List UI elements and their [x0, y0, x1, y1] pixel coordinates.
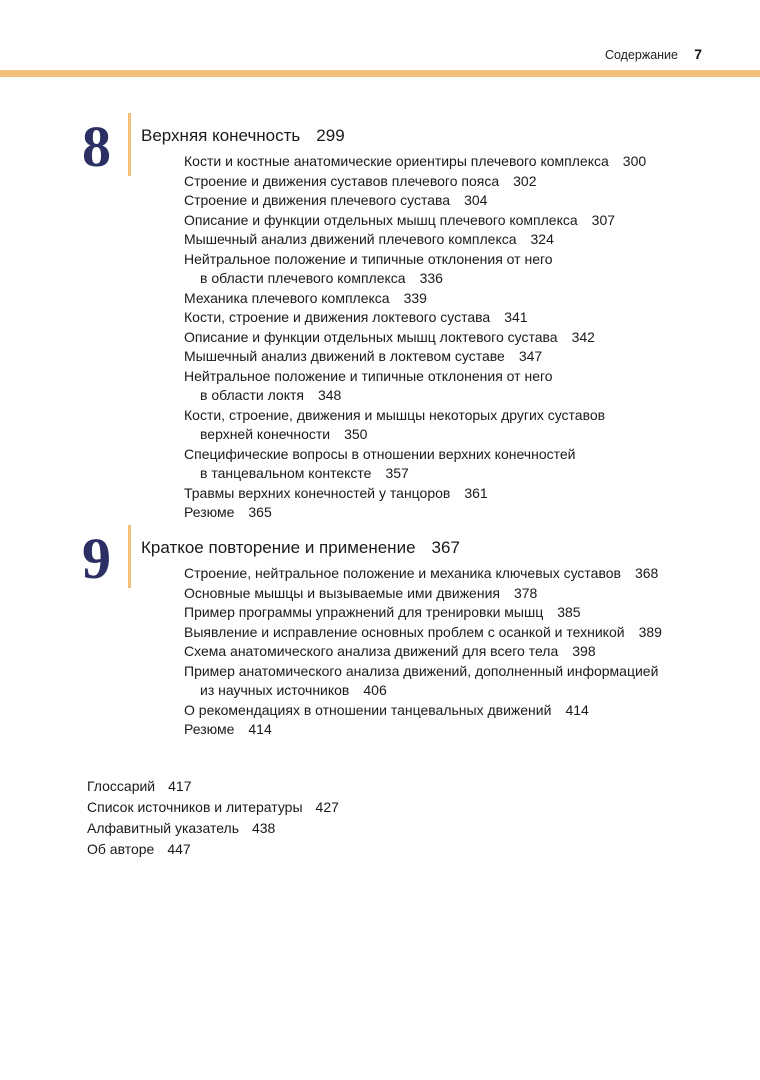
toc-entry-title: Выявление и исправление основных проблем с осанкой и техникой: [184, 623, 625, 640]
toc-entry[interactable]: [184, 230, 646, 250]
toc-entry-page-number: 300: [622, 153, 647, 169]
toc-entry-page-number: 398: [572, 643, 596, 659]
toc-entry-title: Нейтральное положение и типичные отклонения от него: [184, 250, 553, 267]
toc-entry-title: в области плечевого комплекса: [200, 270, 406, 286]
toc-entry-title: Описание и функции отдельных мышц локтевого сустава: [184, 328, 558, 345]
toc-entry-page-number: 414: [565, 701, 589, 718]
toc-entry-last-line: [184, 386, 646, 406]
toc-entry-page-number: 365: [248, 504, 272, 520]
back-matter-entry[interactable]: [87, 839, 339, 860]
toc-entry-page-number: 361: [464, 484, 488, 501]
toc-entry-title: Механика плечевого комплекса: [184, 289, 390, 306]
toc-entry-title: Мышечный анализ движений плечевого комплекса: [184, 231, 517, 247]
toc-entry-title: в танцевальном контексте: [200, 465, 372, 481]
toc-entry-page-number: 414: [248, 721, 272, 737]
toc-entry-title: верхней конечности: [200, 426, 331, 442]
toc-entry-page-number: 302: [513, 172, 537, 189]
toc-entry[interactable]: [184, 503, 646, 523]
back-matter-entry[interactable]: [87, 818, 339, 839]
toc-entry-last-line: [184, 464, 646, 484]
toc-entry-page-number: 324: [530, 231, 554, 247]
chapter-accent-bar: [128, 113, 131, 176]
toc-entry-title: Кости, строение, движения и мышцы некоторых других суставов: [184, 406, 606, 423]
toc-entry-page-number: 348: [317, 387, 342, 403]
toc-entry[interactable]: [184, 328, 646, 348]
toc-entry[interactable]: [184, 623, 662, 643]
chapter-9-entries: [184, 564, 662, 740]
back-matter-entry[interactable]: [87, 797, 339, 818]
running-head-title: Содержание: [604, 48, 678, 62]
toc-entry-title: Травмы верхних конечностей у танцоров: [184, 484, 451, 501]
toc-entry-last-line: [184, 269, 646, 289]
toc-entry-title: Строение и движения плечевого сустава: [184, 192, 451, 208]
toc-entry-title: Пример программы упражнений для тренировки мышц: [184, 604, 544, 620]
toc-entry-last-line: [184, 681, 662, 701]
toc-entry-title: Схема анатомического анализа движений для всего тела: [184, 643, 559, 659]
back-matter-page-number: 417: [168, 778, 192, 794]
toc-entry[interactable]: [184, 250, 646, 289]
toc-entry[interactable]: [184, 720, 662, 740]
chapter-page-number: 367: [431, 538, 460, 557]
toc-entry[interactable]: [184, 484, 646, 504]
toc-entry[interactable]: [184, 308, 646, 328]
toc-entry[interactable]: [184, 367, 646, 406]
running-head-page-number: 7: [694, 46, 702, 62]
toc-entry[interactable]: [184, 347, 646, 367]
back-matter-title: Список источников и литературы: [87, 799, 303, 815]
chapter-8-entries: [184, 152, 646, 523]
toc-entry-title: Основные мышцы и вызываемые ими движения: [184, 584, 500, 601]
toc-entry-title: Резюме: [184, 504, 235, 520]
chapter-title-text: Верхняя конечность: [141, 126, 301, 145]
back-matter-page-number: 427: [315, 799, 339, 815]
chapter-title-text: Краткое повторение и применение: [141, 538, 416, 557]
toc-entry-title: О рекомендациях в отношении танцевальных движений: [184, 701, 552, 718]
toc-entry-title: Кости, строение и движения локтевого сустава: [184, 309, 491, 325]
toc-entry-page-number: 385: [557, 604, 581, 620]
toc-entry-page-number: 368: [634, 565, 659, 581]
toc-entry-title: Резюме: [184, 721, 235, 737]
toc-entry[interactable]: [184, 211, 646, 231]
toc-entry[interactable]: [184, 191, 646, 211]
page-header: [0, 0, 760, 80]
toc-entry[interactable]: [184, 289, 646, 309]
toc-entry-title: Строение, нейтральное положение и механика ключевых суставов: [184, 565, 621, 581]
back-matter-entry[interactable]: [87, 776, 339, 797]
toc-entry[interactable]: [184, 642, 662, 662]
back-matter-page-number: 438: [251, 820, 276, 836]
toc-entry[interactable]: [184, 564, 662, 584]
back-matter-title: Глоссарий: [87, 778, 156, 794]
back-matter-title: Алфавитный указатель: [87, 820, 239, 836]
toc-entry-page-number: 357: [385, 465, 409, 481]
toc-entry-page-number: 378: [513, 584, 538, 601]
toc-entry[interactable]: [184, 406, 646, 445]
toc-entry-page-number: 406: [363, 682, 387, 698]
toc-entry[interactable]: [184, 445, 646, 484]
toc-entry-title: Описание и функции отдельных мышц плечевого комплекса: [184, 211, 578, 228]
toc-entry-page-number: 304: [464, 192, 488, 208]
toc-entry-title: Строение и движения суставов плечевого пояса: [184, 172, 500, 189]
toc-entry[interactable]: [184, 701, 662, 721]
back-matter-page-number: 447: [167, 841, 191, 857]
toc-entry-page-number: 341: [504, 309, 528, 325]
toc-entry[interactable]: [184, 172, 646, 192]
back-matter-list: [87, 776, 339, 860]
header-accent-rule: [0, 70, 760, 77]
toc-entry-last-line: [184, 425, 646, 445]
toc-entry-title: Нейтральное положение и типичные отклонения от него: [184, 367, 553, 384]
chapter-number: 8: [82, 114, 111, 179]
toc-entry-page-number: 350: [344, 426, 368, 442]
toc-entry[interactable]: [184, 603, 662, 623]
toc-entry-page-number: 342: [571, 328, 595, 345]
toc-entry-title: Пример анатомического анализа движений, дополненный информацией: [184, 662, 659, 679]
toc-entry-title: Мышечный анализ движений в локтевом суставе: [184, 348, 505, 364]
toc-entry[interactable]: [184, 152, 646, 172]
chapter-title[interactable]: [141, 538, 460, 558]
toc-entry-page-number: 339: [403, 289, 427, 306]
toc-entry-page-number: 307: [591, 211, 616, 228]
back-matter-title: Об авторе: [87, 841, 155, 857]
toc-entry-title: Специфические вопросы в отношении верхних конечностей: [184, 445, 576, 462]
toc-entry-page-number: 336: [419, 270, 443, 286]
chapter-accent-bar: [128, 525, 131, 588]
chapter-page-number: 299: [316, 126, 345, 145]
toc-entry-page-number: 347: [518, 348, 543, 364]
toc-entry-page-number: 389: [638, 623, 662, 640]
toc-entry[interactable]: [184, 584, 662, 604]
toc-entry[interactable]: [184, 662, 662, 701]
chapter-title[interactable]: [141, 126, 345, 146]
toc-entry-title: в области локтя: [200, 387, 304, 403]
toc-entry-title: из научных источников: [200, 682, 350, 698]
toc-entry-title: Кости и костные анатомические ориентиры плечевого комплекса: [184, 153, 609, 169]
chapter-number: 9: [82, 526, 111, 591]
